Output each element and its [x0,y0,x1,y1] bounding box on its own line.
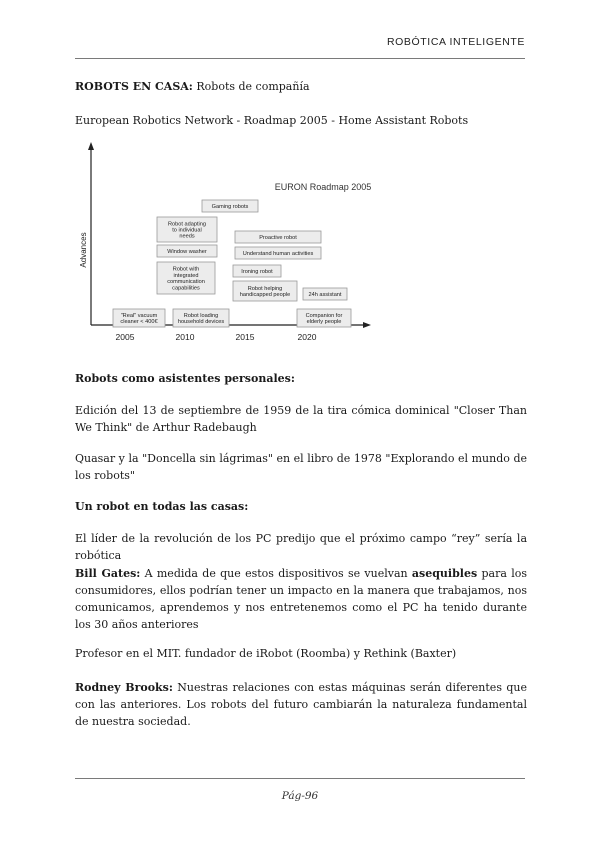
euron-roadmap-chart [75,142,375,352]
bill-gates-bold-word: asequibles [411,567,478,580]
bill-gates-quote [75,565,527,633]
asistentes-paragraph-2: Quasar y la "Doncella sin lágrimas" en el libro de 1978 "Explorando el mundo de los robots" [75,452,527,482]
roadmap-item [297,309,351,327]
roadmap-item-label: Ironing robot [241,269,273,275]
roadmap-item [235,247,321,259]
roadmap-item-label: handicapped people [239,292,291,299]
roadmap-item-label: Robot loading [183,312,219,319]
rodney-brooks-quote [75,679,527,730]
asistentes-heading-text: Robots como asistentes personales: [75,372,295,385]
roadmap-item [157,245,217,257]
roadmap-caption: European Robotics Network - Roadmap 2005 - Home Assistant Robots [75,114,469,127]
profesor-paragraph: Profesor en el MIT. fundador de iRobot (Roomba) y Rethink (Baxter) [75,647,457,660]
todas-casas-heading [75,498,248,515]
roadmap-item-label: "Real" vacuum [120,312,158,319]
roadmap-item [233,265,281,277]
roadmap-item-label: 24h assistant [308,292,342,298]
x-axis-ticks [116,332,317,342]
page-number: Pág-96 [281,790,319,802]
asistentes-paragraph-1: Edición del 13 de septiembre de 1959 de la tira cómica dominical "Closer Than We Think" de Arthur Radebaugh [75,404,527,434]
todas-casas-heading-text: Un robot en todas las casas: [75,500,249,513]
asistentes-heading [75,370,295,387]
roadmap-item-label: Window washer [167,249,207,255]
y-axis-title: Advances [79,232,88,268]
roadmap-item-label: Companion for [305,312,343,319]
bill-gates-text-a: A medida de que estos dispositivos se vuelvan [140,567,412,580]
roadmap-item [202,200,258,212]
chart-title: EURON Roadmap 2005 [274,182,372,192]
roadmap-item-label: needs [179,233,195,240]
roadmap-item-label: integrated [173,272,199,279]
roadmap-item [157,217,217,242]
roadmap-item [173,309,229,327]
roadmap-item [235,231,321,243]
robots-en-casa-text: Robots de compañía [192,80,310,93]
roadmap-item-label: Gaming robots [211,204,249,210]
roadmap-item [113,309,165,327]
roadmap-item-label: communication [167,279,205,286]
x-tick-2010: 2010 [175,332,195,342]
roadmap-items [113,200,351,327]
running-header: ROBÓTICA INTELIGENTE [386,36,525,48]
roadmap-item-label: cleaner < 400€ [120,319,158,326]
robots-en-casa-label: ROBOTS EN CASA: [75,80,193,93]
roadmap-item-label: Robot adapting [168,221,206,228]
roadmap-item-label: Robot helping [247,285,283,292]
x-tick-2005: 2005 [115,332,135,342]
roadmap-item-label: elderly people [306,319,342,326]
x-tick-2020: 2020 [297,332,317,342]
rodney-brooks-text: Nuestras relaciones con estas máquinas serán diferentes que con las anteriores. Los robots del futuro cambiarán la naturaleza fundamental de nuestra sociedad. [75,681,527,728]
robots-en-casa-line [75,78,310,95]
rodney-brooks-name: Rodney Brooks: [75,681,173,694]
header-rule [75,58,525,59]
roadmap-item-label: Understand human activities [242,251,314,257]
footer-rule [75,778,525,779]
bill-gates-name: Bill Gates: [75,567,141,580]
roadmap-item-label: capabilities [172,285,200,292]
x-tick-2015: 2015 [235,332,255,342]
roadmap-item-label: Proactive robot [259,235,297,241]
roadmap-item [303,288,347,300]
roadmap-item-label: Robot with [172,266,200,273]
x-axis-arrow [363,322,371,328]
roadmap-item-label: to individual [172,227,202,234]
y-axis-arrow [88,142,94,150]
bill-gates-text-b: para los consumidores, ellos podrían tener un impacto en la manera que trabajamos, nos comunicamos, aprendemos y nos entretenemos como el PC ha tenido durante los 30 años anteriores [75,567,527,631]
roadmap-item-label: household devices [177,319,225,326]
roadmap-item [233,281,297,301]
roadmap-item [157,262,215,294]
todas-casas-paragraph: El líder de la revolución de los PC predijo que el próximo campo “rey” sería la robótica [75,532,527,562]
